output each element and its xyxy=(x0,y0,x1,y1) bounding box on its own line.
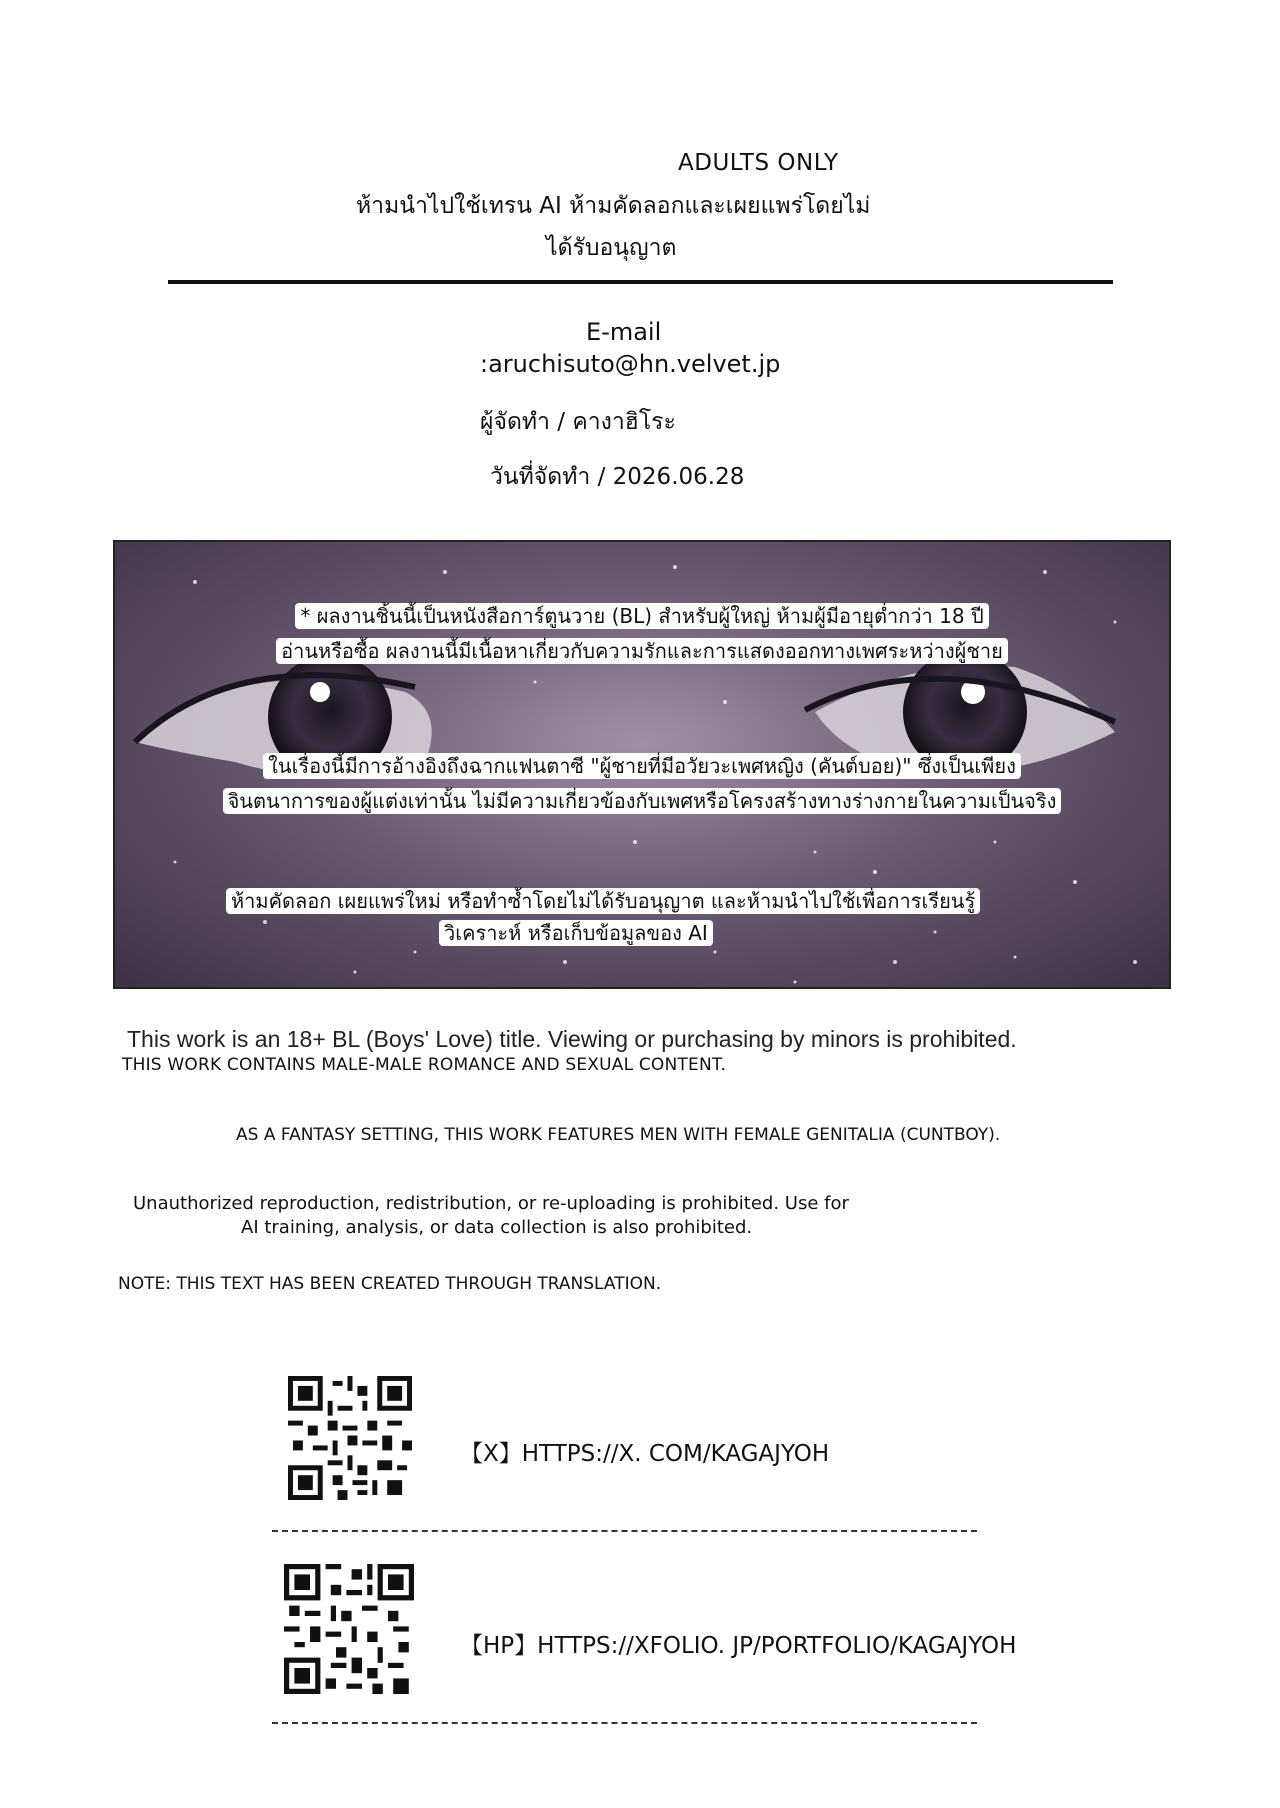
thai-warning-line-1: ห้ามนำไปใช้เทรน AI ห้ามคัดลอกและเผยแพร่โดยไม่ xyxy=(356,193,871,219)
english-notice-line-4: Unauthorized reproduction, redistribution, or re-uploading is prohibited. Use for xyxy=(133,1193,849,1214)
english-notice-line-2: THIS WORK CONTAINS MALE-MALE ROMANCE AND SEXUAL CONTENT. xyxy=(122,1055,727,1075)
header-divider xyxy=(168,280,1113,284)
translation-note: NOTE: THIS TEXT HAS BEEN CREATED THROUGH TRANSLATION. xyxy=(118,1274,662,1294)
banner-line-5: ห้ามคัดลอก เผยแพร่ใหม่ หรือทำซ้ำโดยไม่ได้รับอนุญาต และห้ามนำไปใช้เพื่อการเรียนรู้ xyxy=(227,885,979,917)
email-label: E-mail xyxy=(586,318,662,346)
banner-line-3: ในเรื่องนี้มีการอ้างอิงถึงฉากแฟนตาซี "ผู้ชายที่มีอวัยวะเพศหญิง (คันต์บอย)" ซึ่งเป็นเพียง xyxy=(115,750,1169,782)
banner-line-6: วิเคราะห์ หรือเก็บข้อมูลของ AI xyxy=(440,917,712,949)
dashed-divider xyxy=(272,1722,977,1724)
english-notice-line-1: This work is an 18+ BL (Boys' Love) title. Viewing or purchasing by minors is prohibited. xyxy=(127,1026,1017,1052)
english-notice-line-5: AI training, analysis, or data collection is also prohibited. xyxy=(241,1217,753,1238)
production-date: วันที่จัดทำ / 2026.06.28 xyxy=(490,464,745,490)
producer-credit: ผู้จัดทำ / คางาฮิโระ xyxy=(480,409,676,435)
english-notice-line-3: AS A FANTASY SETTING, THIS WORK FEATURES MEN WITH FEMALE GENITALIA (CUNTBOY). xyxy=(236,1125,1001,1145)
eyes-banner-image xyxy=(113,540,1171,989)
dashed-divider xyxy=(272,1530,977,1532)
left-eye-highlight xyxy=(310,682,330,702)
x-profile-link[interactable]: 【X】HTTPS://X. COM/KAGAJYOH xyxy=(460,1441,830,1467)
adults-only-title: ADULTS ONLY xyxy=(678,150,839,176)
email-address[interactable]: :aruchisuto@hn.velvet.jp xyxy=(480,350,781,378)
x-qr-code-icon[interactable] xyxy=(288,1376,412,1500)
banner-line-1: * ผลงานชิ้นนี้เป็นหนังสือการ์ตูนวาย (BL) สำหรับผู้ใหญ่ ห้ามผู้มีอายุต่ำกว่า 18 ปี xyxy=(115,600,1169,632)
banner-line-2: อ่านหรือซื้อ ผลงานนี้มีเนื้อหาเกี่ยวกับความรักและการแสดงออกทางเพศระหว่างผู้ชาย xyxy=(115,635,1169,667)
homepage-link[interactable]: 【HP】HTTPS://XFOLIO. JP/PORTFOLIO/KAGAJYOH xyxy=(460,1633,1017,1659)
banner-line-4: จินตนาการของผู้แต่งเท่านั้น ไม่มีความเกี่ยวข้องกับเพศหรือโครงสร้างทางร่างกายในความเป็นจริง xyxy=(115,785,1169,817)
thai-warning-line-2: ได้รับอนุญาต xyxy=(546,235,677,261)
hp-qr-code-icon[interactable] xyxy=(284,1564,414,1694)
